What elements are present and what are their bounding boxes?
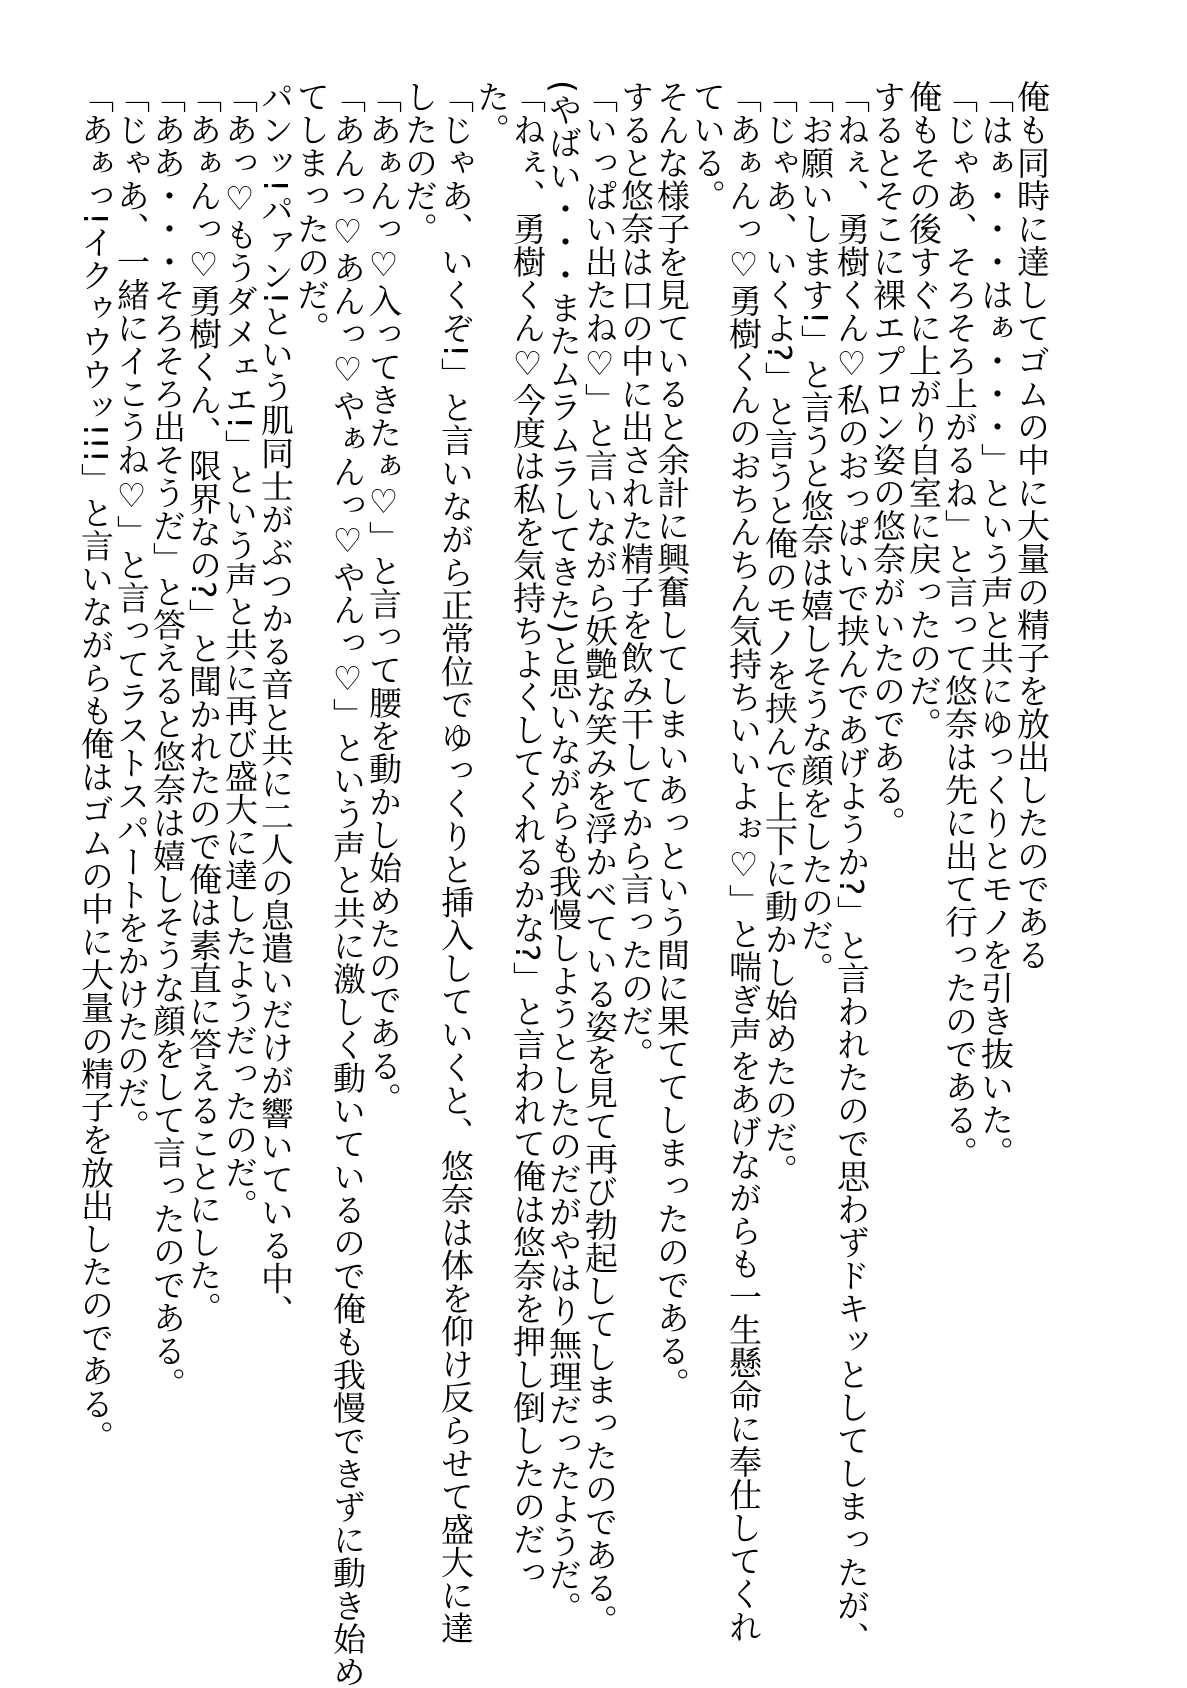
text-line: 「あぁっ!イクゥウウッ!!!」と言いながらも俺はゴムの中に大量の精子を放出したのである。 <box>76 80 115 1453</box>
text-line: 「あんっ♡あんっ♡やぁんっ♡やんっ♡」という声と共に激しく動いているので俺も我慢できずに動き始め <box>328 80 367 1688</box>
text-line: 「あぁんっ♡勇樹くん、限界なの?」と聞かれたので俺は素直に答えることにした。 <box>184 80 223 1325</box>
text-line: したのだ。 <box>400 80 439 245</box>
text-line: 「あっ♡もうダメェエ!」という声と共に再び盛大に達したようだったのだ。 <box>220 80 259 1222</box>
text-line: 俺もその後すぐに上がり自室に戻ったのだ。 <box>904 80 943 740</box>
vertical-text-body <box>76 80 1051 1688</box>
text-line: 「ねぇ、勇樹くん♡今度は私を気持ちよくしてくれるかな?」と言われて俺は悠奈を押し倒したのだっ <box>508 80 547 1589</box>
text-line: 「じゃあ、いくぞ!」と言いながら正常位でゆっくりと挿入していくと、悠奈は体を仰け反らせて盛大に達 <box>436 80 475 1645</box>
text-line: すると悠奈は口の中に出された精子を飲み干してから言ったのだ。 <box>616 80 655 1070</box>
text-line: 「あぁんっ♡入ってきたぁ♡」と言って腰を動かし始めたのである。 <box>364 80 403 1115</box>
text-line: 俺も同時に達してゴムの中に大量の精子を放出したのである <box>1012 80 1051 971</box>
text-line: するとそこに裸エプロン姿の悠奈がいたのである。 <box>868 80 907 839</box>
text-line: そんな様子を見ていると余計に興奮してしまいあっという間に果ててしまったのである。 <box>652 80 691 1400</box>
text-line: 「ああ・・・そろそろ出そうだ」と答えると悠奈は嬉しそうな顔をして言ったのである。 <box>148 80 187 1400</box>
text-line: 「じゃあ、いくよ?」と言うと俺のモノを挟んで上下に動かし始めたのだ。 <box>760 80 799 1187</box>
text-line: 「ねぇ、勇樹くん♡私のおっぱいで挟んであげようか?」と言われたので思わずドキッとしてしまったが、 <box>832 80 871 1655</box>
text-line: パンッ!パァン!という肌同士がぶつかる音と共に二人の息遣いだけが響いている中、 <box>256 80 295 1328</box>
text-line: てしまったのだ。 <box>292 80 331 344</box>
text-line: た。 <box>472 80 511 146</box>
text-line: 「あぁんっ♡勇樹くんのおちんちん気持ちいいよぉ♡」と喘ぎ声をあげながらも一生懸命に奉仕してくれ <box>724 80 763 1643</box>
text-line: (やばい・・・またムラムラしてきた)と思いながらも我慢しようとしたのだがやはり無理だったようだ。 <box>544 80 583 1624</box>
text-line: 「じゃあ、そろそろ上がるね」と言って悠奈は先に出て行ったのである。 <box>940 80 979 1169</box>
text-line: 「じゃあ、一緒にイこうね♡」と言ってラストスパートをかけたのだ。 <box>112 80 151 1142</box>
text-line: 「いっぱい出たね♡」と言いながら妖艶な笑みを浮かべている姿を見て再び勃起してしまったのである。 <box>580 80 619 1637</box>
text-line: 「はぁ・・・はぁ・・・」という声と共にゆっくりとモノを引き抜いた。 <box>976 80 1015 1169</box>
text-line: 「お願いします!」と言うと悠奈は嬉しそうな顔をしたのだ。 <box>796 80 835 985</box>
text-line: ている。 <box>688 80 727 212</box>
